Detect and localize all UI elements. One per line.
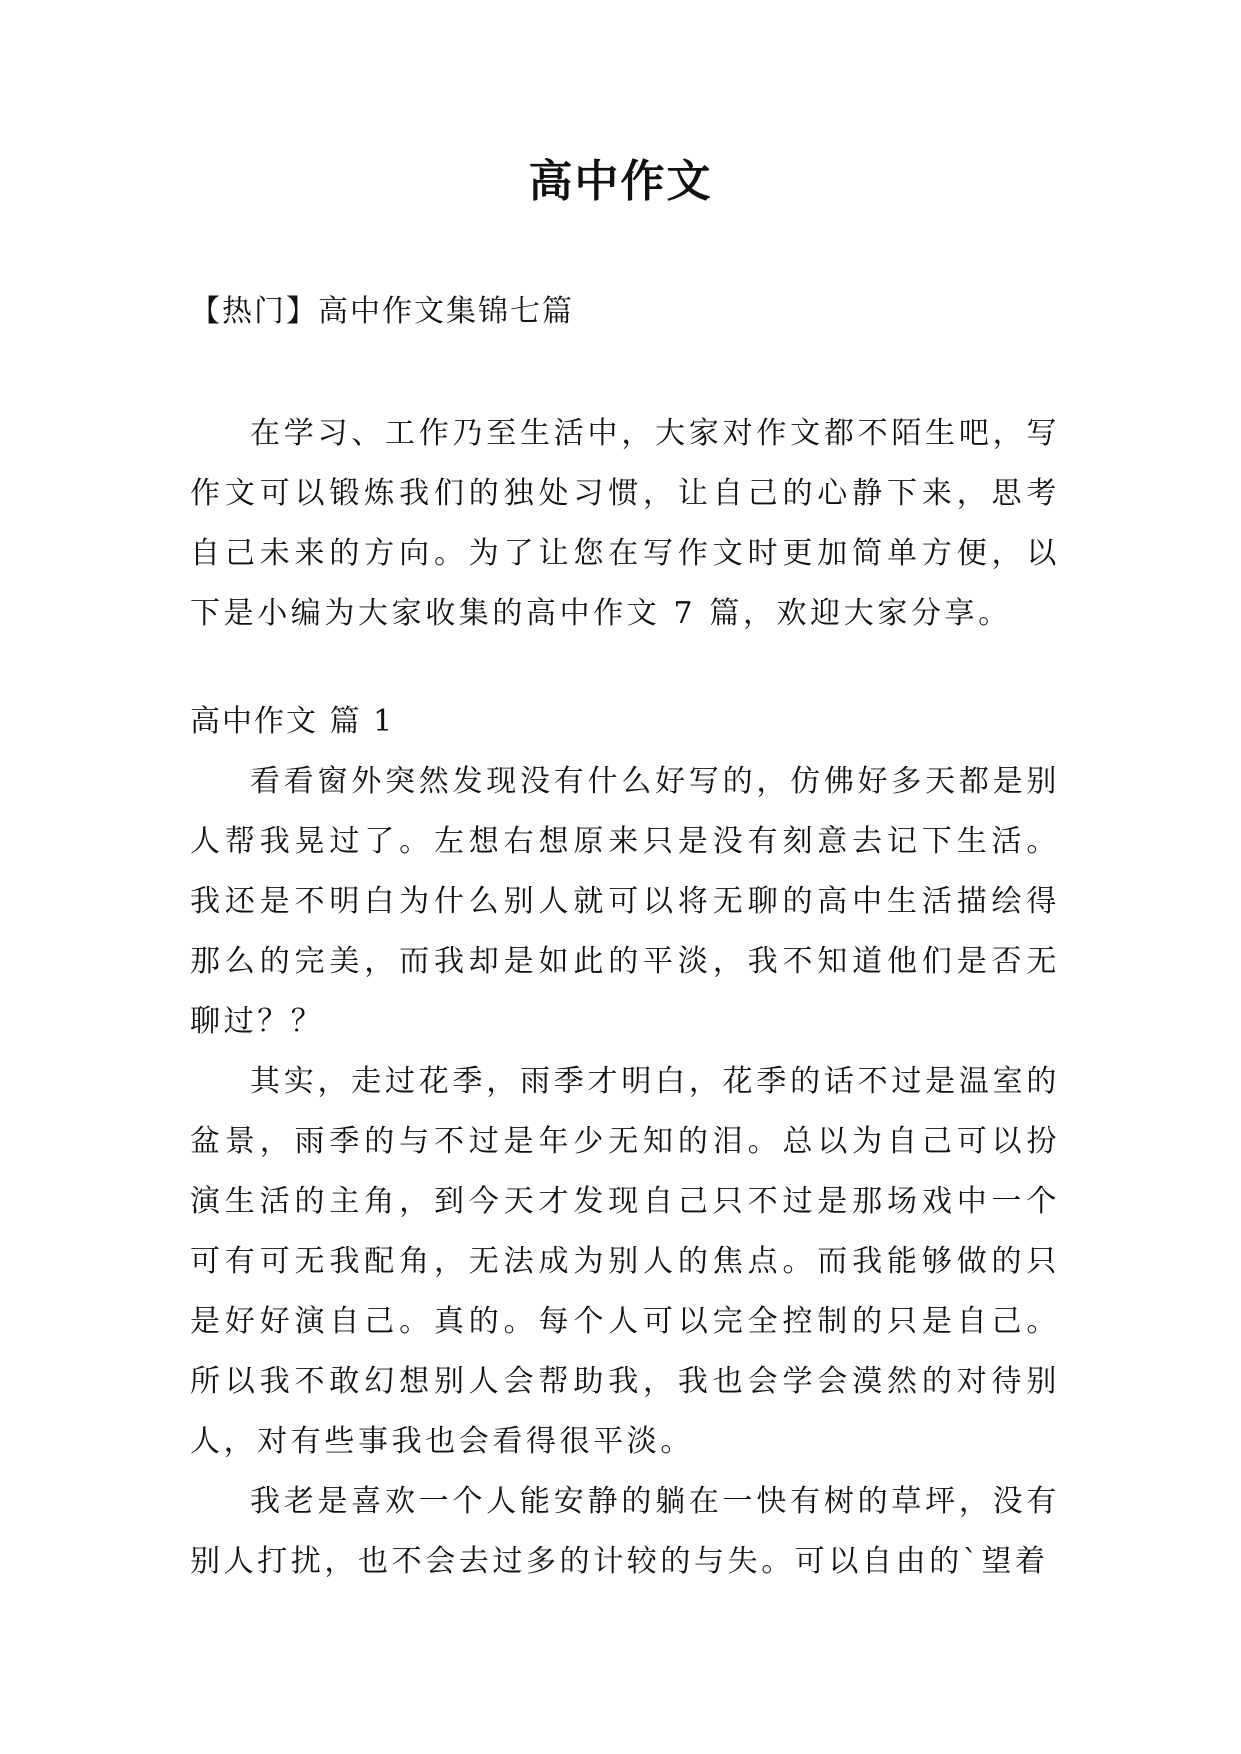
essay-paragraph-3: 我老是喜欢一个人能安静的躺在一快有树的草坪，没有别人打扰，也不会去过多的计较的与失。可以自由的`望着 <box>190 1484 1060 1579</box>
intro-block <box>190 404 1060 644</box>
essay-body <box>190 752 1060 1592</box>
essay-paragraph-1: 看看窗外突然发现没有什么好写的，仿佛好多天都是别人帮我晃过了。左想右想原来只是没有刻意去记下生活。我还是不明白为什么别人就可以将无聊的高中生活描绘得那么的完美，而我却是如此的平淡，我不知道他们是否无聊过？？ <box>190 764 1060 1039</box>
document-subtitle: 【热门】高中作文集锦七篇 <box>190 294 574 329</box>
essay-paragraph-2: 其实，走过花季，雨季才明白，花季的话不过是温室的盆景，雨季的与不过是年少无知的泪。总以为自己可以扮演生活的主角，到今天才发现自己只不过是那场戏中一个可有可无我配角，无法成为别人的焦点。而我能够做的只是好好演自己。真的。每个人可以完全控制的只是自己。所以我不敢幻想别人会帮助我，我也会学会漠然的对待别人，对有些事我也会看得很平淡。 <box>190 1064 1060 1459</box>
section-heading: 高中作文 篇 1 <box>190 704 395 739</box>
document-title: 高中作文 <box>528 156 713 207</box>
intro-paragraph: 在学习、工作乃至生活中，大家对作文都不陌生吧，写作文可以锻炼我们的独处习惯，让自己的心静下来，思考自己未来的方向。为了让您在写作文时更加简单方便，以下是小编为大家收集的高中作文 7 篇，欢迎大家分享。 <box>190 416 1060 631</box>
